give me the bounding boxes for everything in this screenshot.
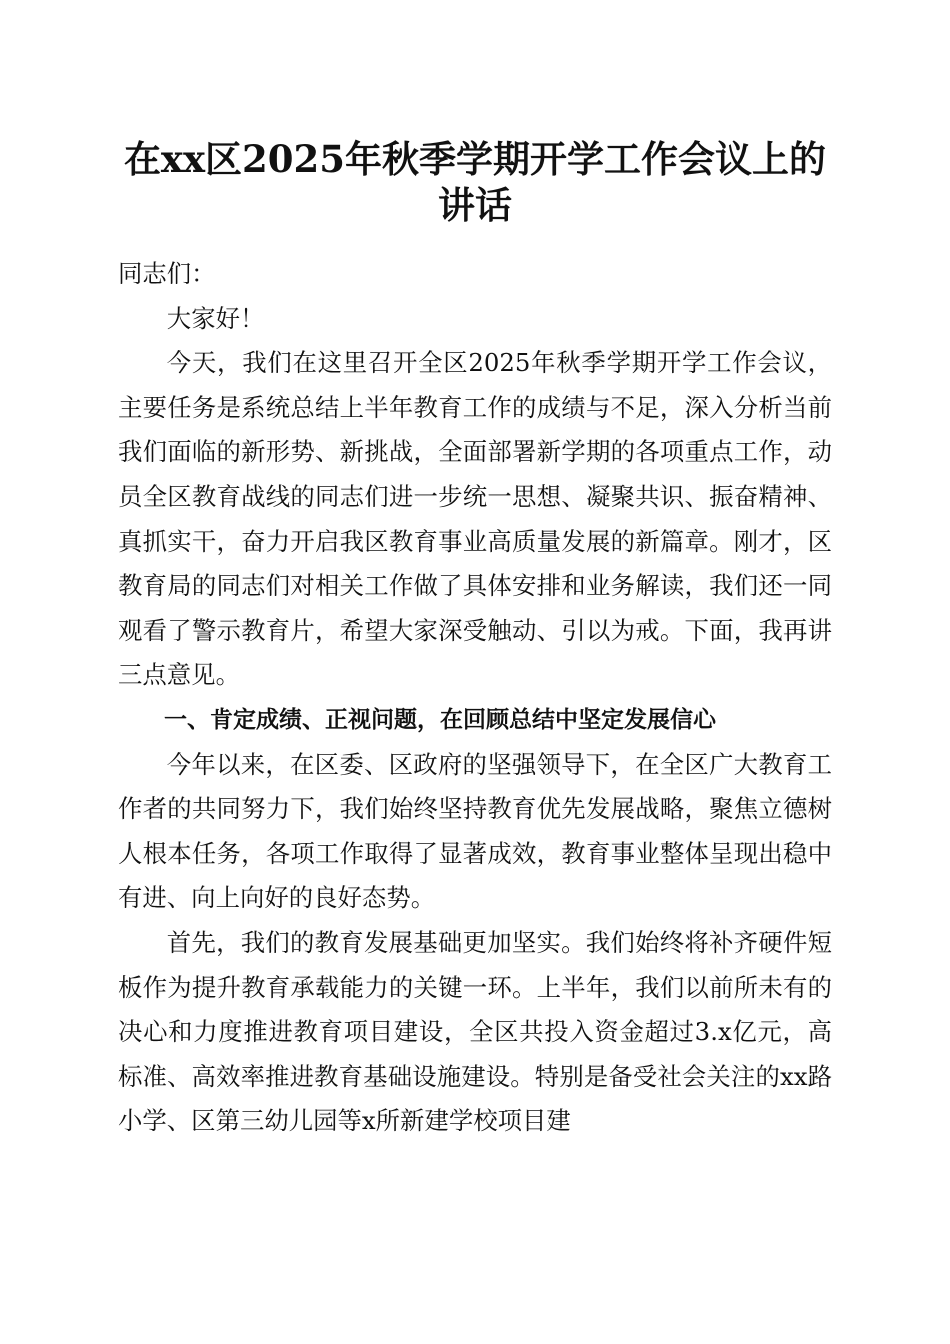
intro-paragraph: 今天，我们在这里召开全区2025年秋季学期开学工作会议，主要任务是系统总结上半年教育工作的成绩与不足，深入分析当前我们面临的新形势、新挑战，全面部署新学期的各项重点工作，动员全区教育战线的同志们进一步统一思想、凝聚共识、振奋精神、真抓实干，奋力开启我区教育事业高质量发展的新篇章。刚才，区教育局的同志们对相关工作做了具体安排和业务解读，我们还一同观看了警示教育片，希望大家深受触动、引以为戒。下面，我再讲三点意见。 [118, 348, 832, 690]
document-title: 在xx区2025年秋季学期开学工作会议上的讲话 [123, 137, 827, 227]
salutation: 同志们： [118, 259, 216, 288]
section-heading-1: 一、肯定成绩、正视问题，在回顾总结中坚定发展信心 [164, 706, 716, 733]
section-1-paragraph-1: 今年以来，在区委、区政府的坚强领导下，在全区广大教育工作者的共同努力下，我们始终坚持教育优先发展战略，聚焦立德树人根本任务，各项工作取得了显著成效，教育事业整体呈现出稳中有进、向上向好的良好态势。 [118, 749, 832, 913]
document-body [118, 252, 832, 1144]
greeting: 大家好！ [166, 303, 265, 333]
section-1-paragraph-2: 首先，我们的教育发展基础更加坚实。我们始终将补齐硬件短板作为提升教育承载能力的关键一环。上半年，我们以前所未有的决心和力度推进教育项目建设，全区共投入资金超过3.x亿元，高标准、高效率推进教育基础设施建设。特别是备受社会关注的xx路小学、区第三幼儿园等x所新建学校项目建 [118, 927, 832, 1136]
